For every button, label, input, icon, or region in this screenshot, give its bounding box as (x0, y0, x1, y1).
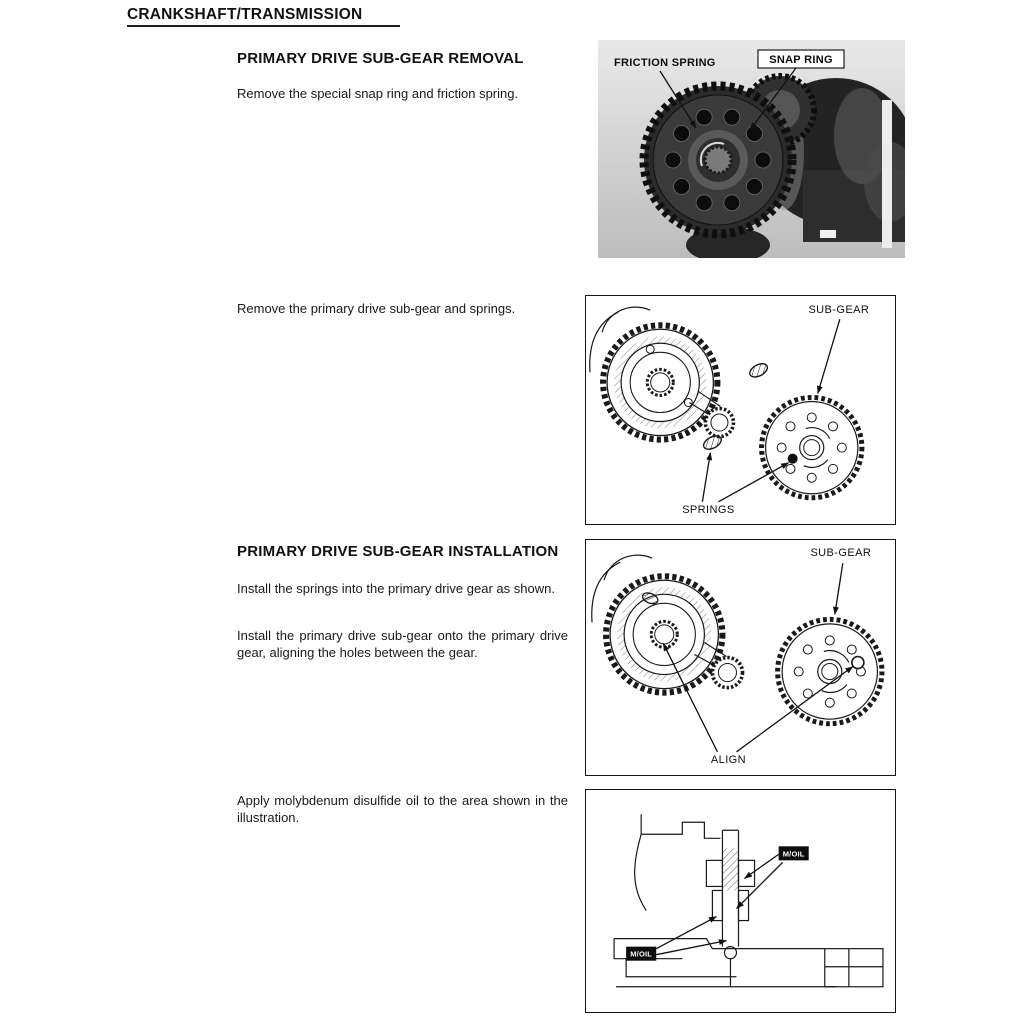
m-oil-text-bottom: M/OIL (630, 949, 653, 959)
spring-upper (748, 361, 770, 380)
align-label: ALIGN (710, 753, 747, 766)
removal-photo-art (598, 40, 905, 258)
installation-figure (585, 539, 896, 776)
removal-step-2: Remove the primary drive sub-gear and springs. (237, 301, 516, 316)
m-oil-arrow-2 (736, 862, 782, 908)
removal-step-1: Remove the special snap ring and friction spring. (237, 86, 519, 101)
sub-gear (762, 397, 862, 497)
m-oil-label-top (779, 846, 809, 860)
primary-drive-gear (606, 576, 722, 692)
sub-gear (778, 619, 882, 723)
oil-figure-art (586, 790, 895, 1012)
m-oil-label-bottom (626, 947, 656, 961)
springs-label: SPRINGS (682, 503, 735, 516)
spring-in-hole (788, 454, 798, 464)
section-title-installation: PRIMARY DRIVE SUB-GEAR INSTALLATION (237, 543, 559, 560)
springs-arrow-1 (702, 453, 710, 502)
cross-section (614, 814, 883, 987)
snap-ring-label: SNAP RING (769, 54, 833, 66)
removal-photo (598, 40, 905, 258)
installation-step-2: Install the primary drive sub-gear onto the primary drive gear, aligning the holes between the gear. (237, 628, 568, 660)
primary-gear-photo (644, 86, 792, 234)
spring-hole (684, 398, 692, 406)
scan-artifact-2 (820, 230, 836, 238)
sub-gear-arrow (818, 319, 840, 393)
installation-step-3: Apply molybdenum disulfide oil to the area shown in the illustration. (237, 793, 568, 825)
m-oil-text-top: M/OIL (782, 849, 805, 859)
sub-gear-label: SUB-GEAR (810, 547, 872, 560)
sub-gear-label: SUB-GEAR (808, 304, 870, 317)
installation-figure-art (586, 540, 895, 775)
friction-spring-label: FRICTION SPRING (614, 57, 716, 69)
installation-step-1: Install the springs into the primary drive gear as shown. (237, 581, 555, 596)
section-title-removal: PRIMARY DRIVE SUB-GEAR REMOVAL (237, 50, 524, 67)
page-title: CRANKSHAFT/TRANSMISSION (127, 6, 363, 23)
align-hole-subgear (852, 656, 864, 668)
removal-figure (585, 295, 896, 525)
oil-figure (585, 789, 896, 1013)
removal-figure-art (586, 296, 895, 524)
spring-hole (646, 345, 654, 353)
m-oil-arrow-1 (745, 854, 779, 878)
primary-drive-gear (603, 325, 717, 439)
scan-artifact (882, 100, 892, 248)
header-rule (127, 25, 400, 27)
sub-gear-arrow (835, 563, 843, 614)
snap-ring-label-box (758, 50, 844, 68)
